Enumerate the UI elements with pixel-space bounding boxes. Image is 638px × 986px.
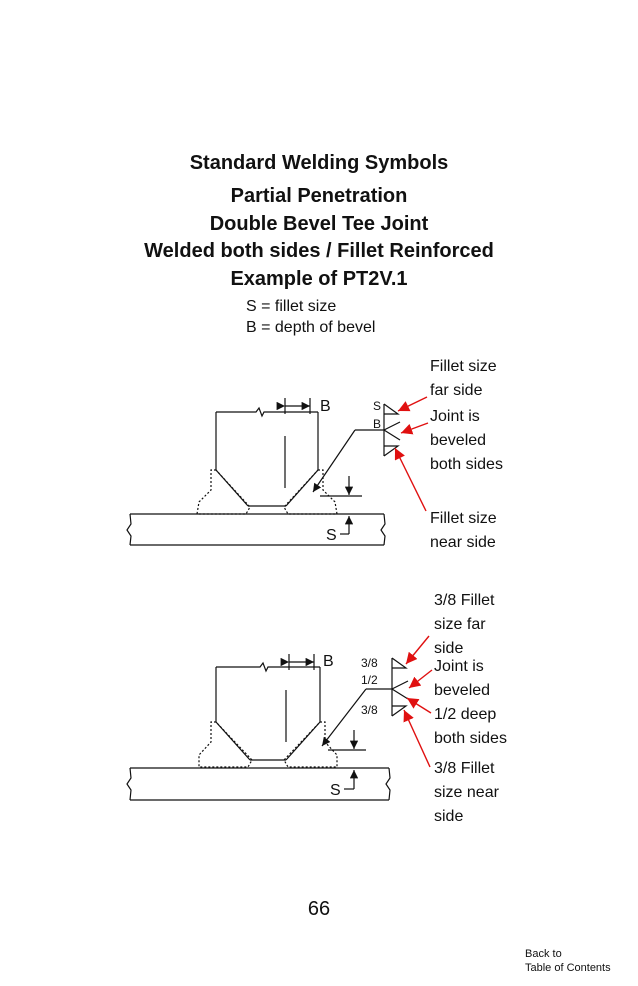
back-to-contents-link[interactable]: Back to Table of Contents	[525, 948, 611, 974]
subtitle-joint-type: Double Bevel Tee Joint	[209, 213, 429, 235]
tee-joint-diagram-1	[127, 398, 400, 545]
definition-s: S = fillet size	[246, 298, 337, 315]
callout-beveled-1: Joint is beveled both sides	[430, 408, 503, 473]
callout-arrows-2	[404, 636, 432, 767]
bevel-depth-label-2: B	[323, 653, 334, 670]
symbol-b-1: B	[373, 417, 382, 431]
symbol-depth-2: 1/2	[361, 673, 378, 687]
fillet-size-label-2: S	[330, 782, 341, 799]
callout-near-side-1: Fillet size near side	[430, 510, 497, 551]
subtitle-partial-penetration: Partial Penetration	[230, 185, 408, 207]
subtitle-example: Example of PT2V.1	[230, 268, 408, 290]
callout-far-side-2: 3/8 Fillet size far side	[434, 592, 495, 657]
symbol-near-size-2: 3/8	[361, 703, 378, 717]
definition-b: B = depth of bevel	[246, 319, 376, 336]
bevel-depth-label-1: B	[320, 398, 331, 415]
symbol-s-1: S	[373, 399, 382, 413]
callout-arrows-1	[395, 397, 428, 511]
symbol-far-size-2: 3/8	[361, 656, 378, 670]
callout-far-side-1: Fillet size far side	[430, 358, 497, 399]
fillet-size-label-1: S	[326, 527, 337, 544]
page-title: Standard Welding Symbols	[189, 152, 449, 174]
callout-beveled-2: Joint is beveled 1/2 deep both sides	[434, 658, 507, 747]
subtitle-welded-both-sides: Welded both sides / Fillet Reinforced	[144, 240, 494, 262]
callout-near-side-2: 3/8 Fillet size near side	[434, 760, 499, 825]
page-number: 66	[307, 898, 331, 920]
